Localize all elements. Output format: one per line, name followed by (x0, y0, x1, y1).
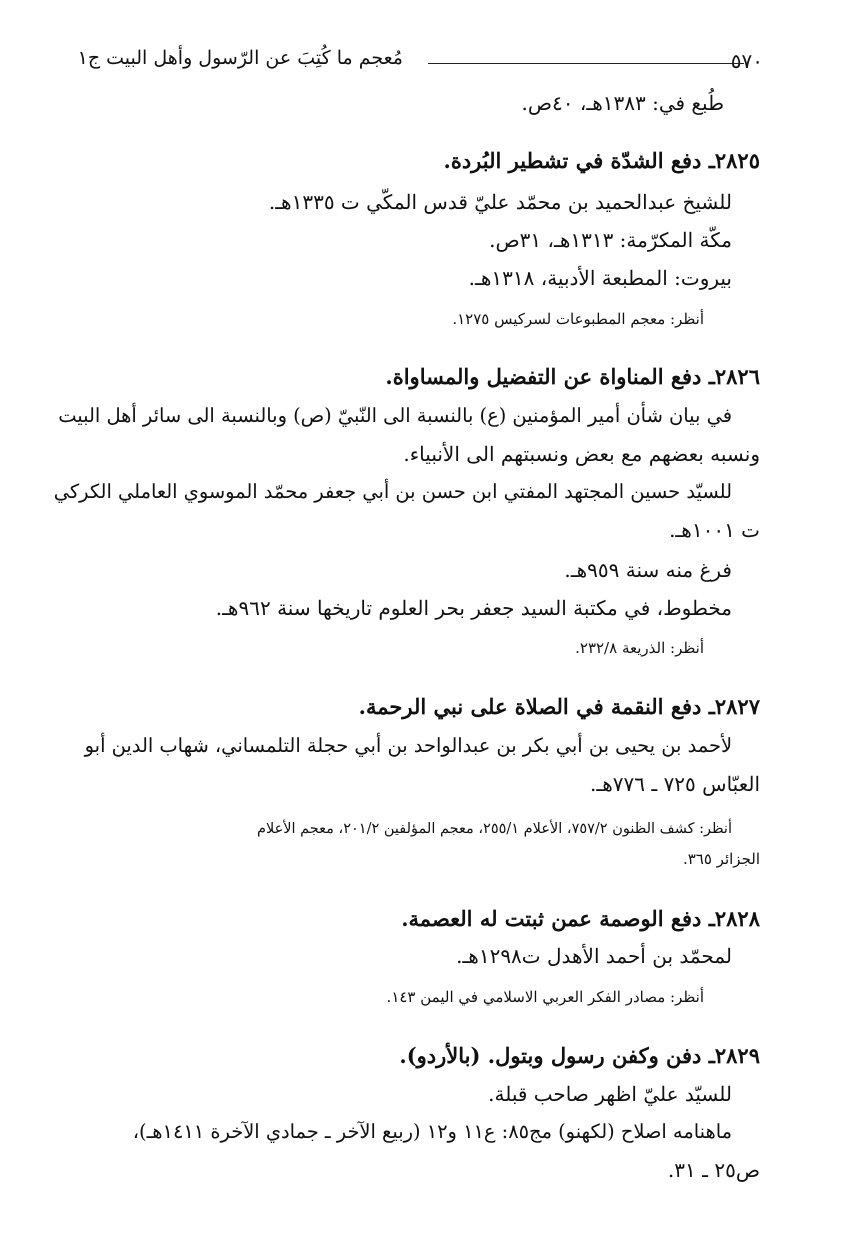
entry-line: فرغ منه سنة ٩٥٩هـ. (564, 558, 732, 582)
entry-line: ماهنامه اصلاح (لكهنو) مج٨٥: ع١١ و١٢ (ربيع الآخر ـ جمادي الآخرة ١٤١١هـ)، (132, 1120, 732, 1143)
entry-reference: أنظر: مصادر الفكر العربي الاسلامي في اليمن ١٤٣. (386, 988, 704, 1006)
page-number: ٥٧٠ (730, 49, 763, 73)
entry-line: ونسبه بعضهم مع بعض ونسبتهم الى الأنبياء. (403, 442, 760, 466)
running-title: مُعجم ما كُتِبَ عن الرّسول وأهل البيت ج١ (77, 47, 403, 69)
entry-line: مكّة المكرّمة: ١٣١٣هـ، ٣١ص. (489, 228, 732, 252)
continued-line: طُبع في: ١٣٨٣هـ، ٤٠ص. (521, 91, 724, 115)
entry-line: ت ١٠٠١هـ. (669, 518, 760, 542)
entry-line: للسيّد عليّ اظهر صاحب قبلة. (488, 1082, 732, 1106)
entry-heading: ٢٨٢٧ـ دفع النقمة في الصلاة على نبي الرحمة. (358, 694, 760, 719)
entry-line: مخطوط، في مكتبة السيد جعفر بحر العلوم تاريخها سنة ٩٦٢هـ. (215, 596, 732, 620)
entry-line: العبّاس ٧٢٥ ـ ٧٧٦هـ. (589, 772, 760, 796)
entry-line: لأحمد بن يحيى بن أبي بكر بن عبدالواحد بن أبي حجلة التلمساني، شهاب الدين أبو (84, 734, 732, 757)
entry-heading: ٢٨٢٦ـ دفع المناواة عن التفضيل والمساواة. (385, 364, 760, 389)
header-rule (428, 63, 744, 64)
entry-line: ص٢٥ ـ ٣١. (667, 1158, 760, 1182)
entry-reference: الجزائر ٣٦٥. (682, 850, 760, 868)
entry-heading: ٢٨٢٨ـ دفع الوصمة عمن ثبتت له العصمة. (401, 906, 760, 931)
entry-line: في بيان شأن أمير المؤمنين (ع) بالنسبة الى النّبيّ (ص) وبالنسبة الى سائر أهل البيت (58, 404, 732, 427)
entry-line: للشيخ عبدالحميد بن محمّد عليّ قدس المكّي ت ١٣٣٥هـ. (268, 190, 732, 214)
entry-line: بيروت: المطبعة الأدبية، ١٣١٨هـ. (468, 266, 732, 290)
entry-heading: ٢٨٢٩ـ دفن وكفن رسول وبتول. (بالأردو). (399, 1043, 760, 1068)
entry-heading: ٢٨٢٥ـ دفع الشدّة في تشطير البُردة. (443, 148, 760, 173)
entry-line: لمحمّد بن أحمد الأهدل ت١٢٩٨هـ. (456, 944, 732, 968)
entry-reference: أنظر: الذريعة ٢٣٢/٨. (575, 639, 704, 657)
entry-line: للسيّد حسين المجتهد المفتي ابن حسن بن أبي جعفر محمّد الموسوي العاملي الكركي (53, 480, 732, 503)
entry-reference: أنظر: معجم المطبوعات لسركيس ١٢٧٥. (452, 310, 704, 328)
entry-reference: أنظر: كشف الظنون ٧٥٧/٢، الأعلام ٢٥٥/١، معجم المؤلفين ٢٠١/٢، معجم الأعلام (256, 821, 732, 837)
